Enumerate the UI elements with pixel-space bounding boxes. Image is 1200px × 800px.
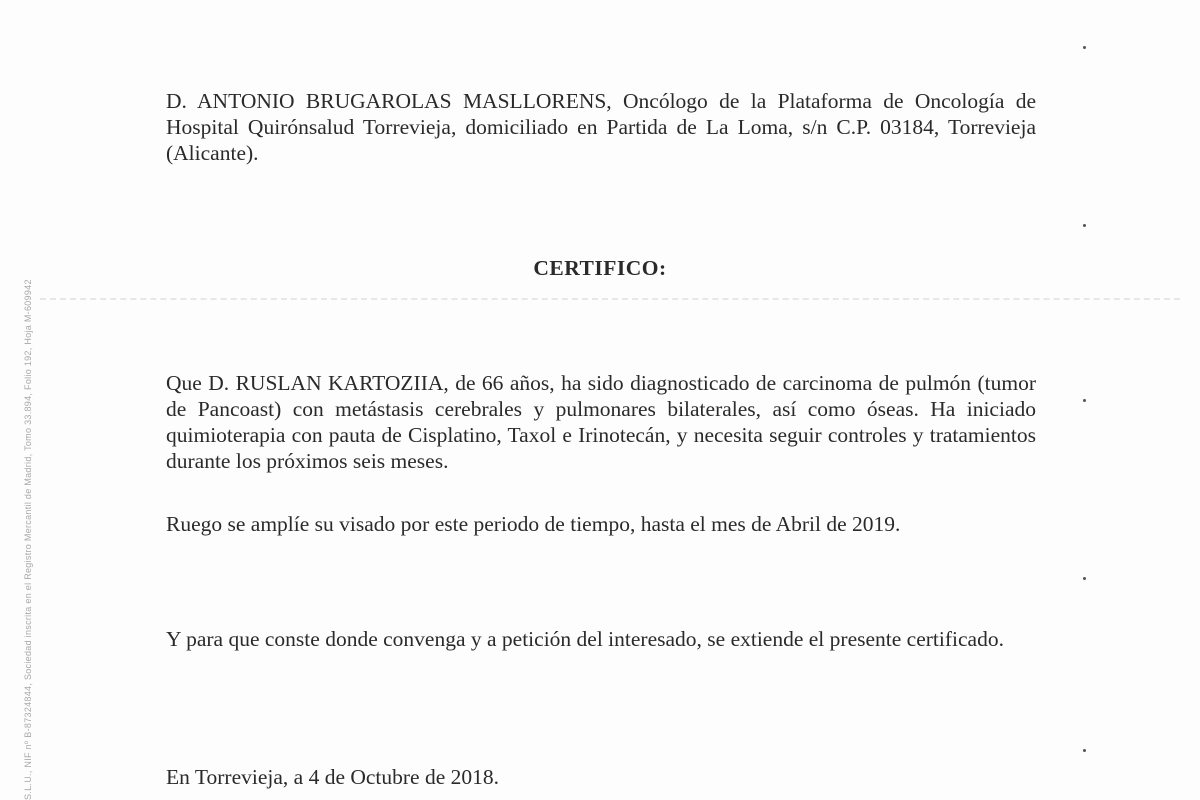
certification-body-paragraph: Que D. RUSLAN KARTOZIIA, de 66 años, ha sido diagnosticado de carcinoma de pulmón (tumor de Pancoast) con metástasis cerebrales y pulmonares bilaterales, así como óseas. Ha iniciado quimioterapia con pauta de Cisplatino, Taxol e Irinotecán, y necesita seguir controles y tratamientos durante los próximos seis meses. [166, 371, 1036, 473]
scan-speck [1083, 224, 1086, 227]
side-registry-text: S.L.U., NIF nº B-87324844, Sociedad inscrita en el Registro Mercantil de Madrid, Tomo 33.894, Folio 192, Hoja M-609942 [23, 279, 33, 800]
certificate-heading: CERTIFICO: [533, 256, 667, 280]
scan-speck [1083, 46, 1086, 49]
place-and-date: En Torrevieja, a 4 de Octubre de 2018. [166, 765, 500, 789]
scan-speck [1083, 399, 1086, 402]
closing-paragraph: Y para que conste donde convenga y a petición del interesado, se extiende el presente certificado. [166, 627, 1004, 651]
visa-request-paragraph: Ruego se amplíe su visado por este periodo de tiempo, hasta el mes de Abril de 2019. [166, 512, 901, 536]
issuer-paragraph: D. ANTONIO BRUGAROLAS MASLLORENS, Oncólogo de la Plataforma de Oncología de Hospital Quirónsalud Torrevieja, domiciliado en Partida de La Loma, s/n C.P. 03184, Torrevieja (Alicante). [166, 89, 1036, 165]
scan-speck [1083, 577, 1086, 580]
scan-speck [1083, 749, 1086, 752]
fold-crease [40, 298, 1180, 300]
